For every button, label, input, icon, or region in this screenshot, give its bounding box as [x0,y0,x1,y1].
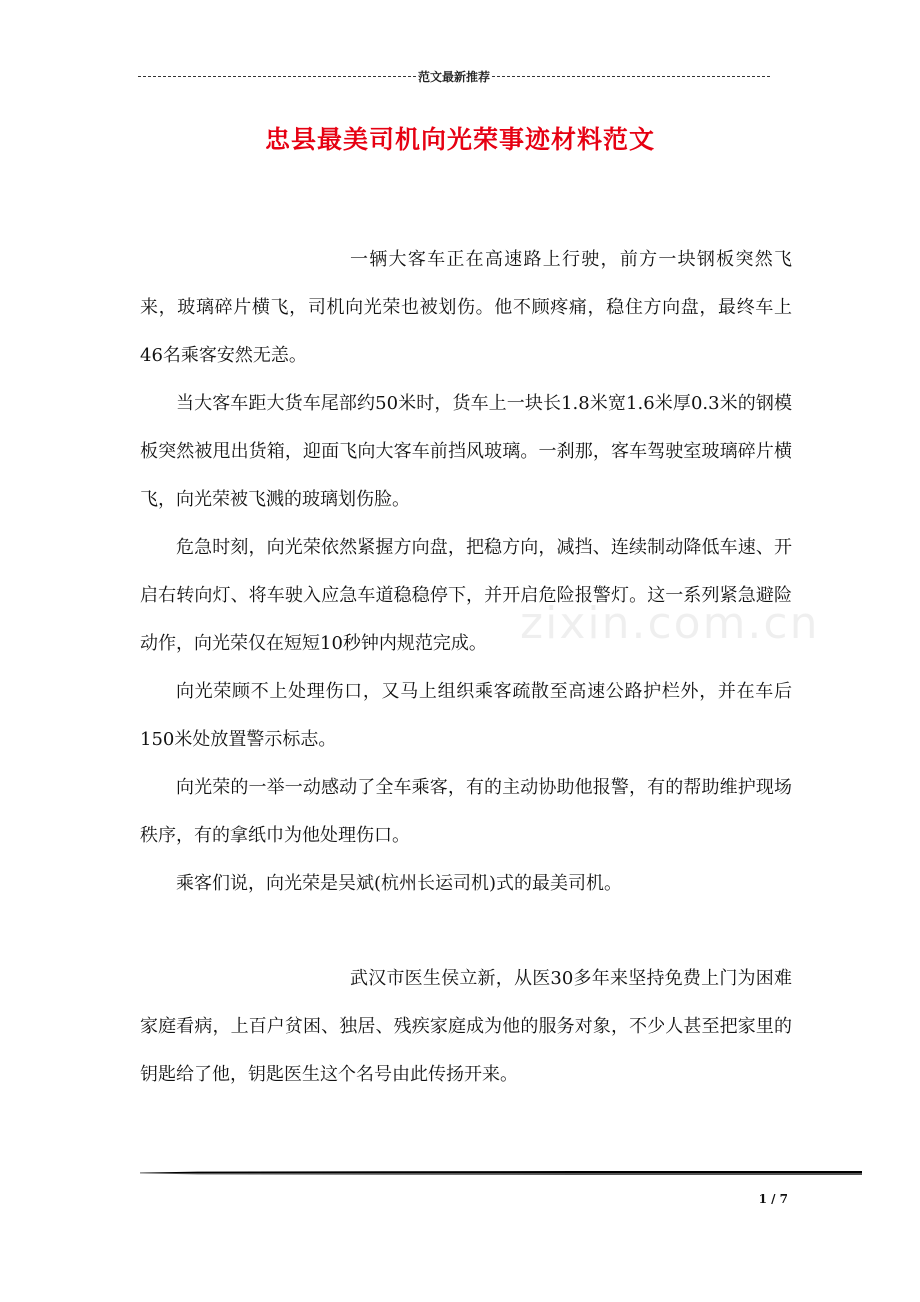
paragraph: 向光荣顾不上处理伤口，又马上组织乘客疏散至高速公路护栏外，并在车后150米处放置警示标志。 [140,681,792,750]
paragraph: 当大客车距大货车尾部约50米时，货车上一块长1.8米宽1.6米厚0.3米的钢模板突然被甩出货箱，迎面飞向大客车前挡风玻璃。一刹那，客车驾驶室玻璃碎片横飞，向光荣被飞溅的玻璃划伤脸。 [140,393,792,510]
paragraph: 一辆大客车正在高速路上行驶，前方一块钢板突然飞来，玻璃碎片横飞，司机向光荣也被划伤。他不顾疼痛，稳住方向盘，最终车上46名乘客安然无恙。 [140,249,792,366]
document-body [140,236,792,1099]
page-number: 1 / 7 [758,1192,788,1206]
watermark: zixin.com.cn [520,598,820,649]
header-dash-left [138,76,416,77]
page-header [138,68,770,85]
paragraph: 向光荣的一举一动感动了全车乘客，有的主动协助他报警，有的帮助维护现场秩序，有的拿纸巾为他处理伤口。 [140,777,792,846]
header-label: 范文最新推荐 [418,70,491,84]
paragraph: 武汉市医生侯立新，从医30多年来坚持免费上门为困难家庭看病，上百户贫困、独居、残疾家庭成为他的服务对象，不少人甚至把家里的钥匙给了他，钥匙医生这个名号由此传扬开来。 [140,968,792,1085]
section-spacer [140,908,792,955]
footer-rule [140,1171,862,1175]
paragraph: 危急时刻，向光荣依然紧握方向盘，把稳方向，减挡、连续制动降低车速、开启右转向灯、将车驶入应急车道稳稳停下，并开启危险报警灯。这一系列紧急避险动作，向光荣仅在短短10秒钟内规范完成。 [140,537,792,654]
header-dash-right [492,76,770,77]
document-title: 忠县最美司机向光荣事迹材料范文 [264,125,655,154]
paragraph: 乘客们说，向光荣是吴斌(杭州长运司机)式的最美司机。 [176,873,623,894]
